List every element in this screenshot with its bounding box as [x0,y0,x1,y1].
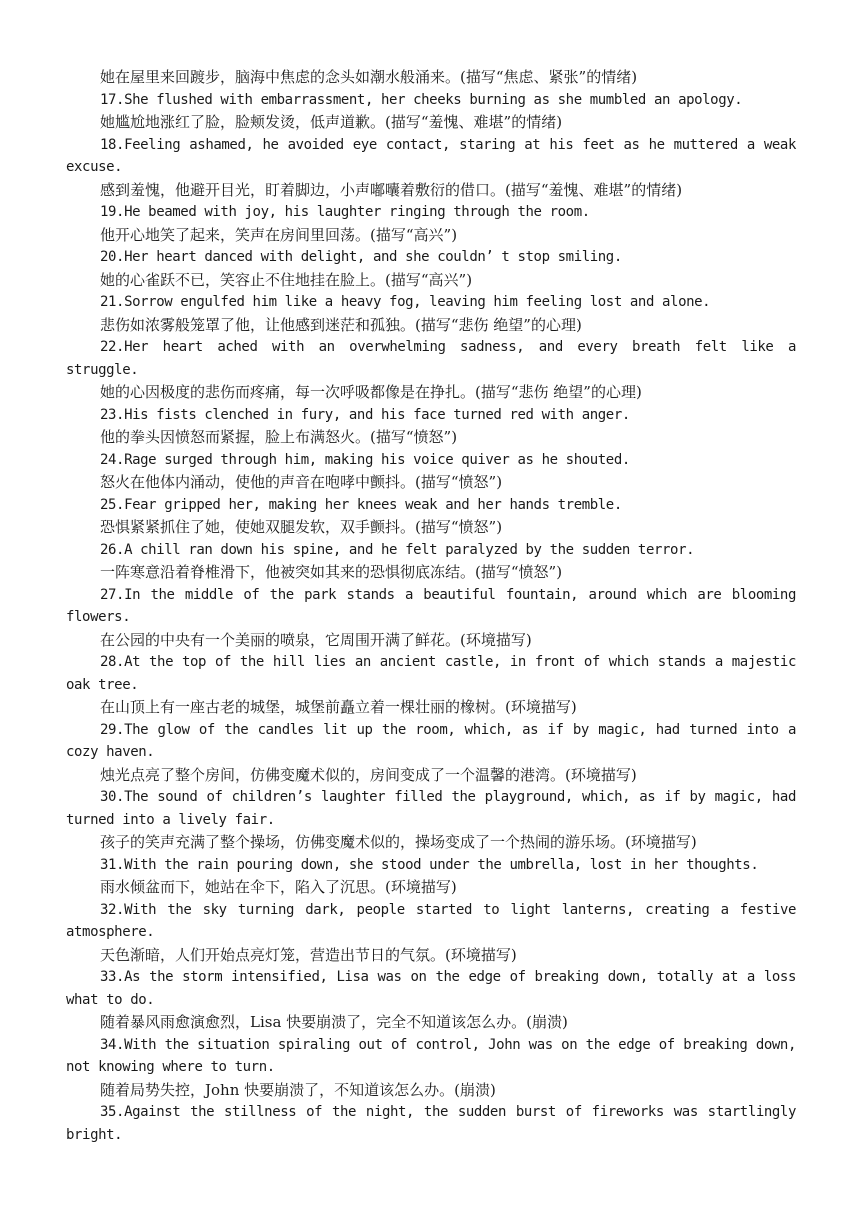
english-sentence: 32.With the sky turning dark, people started to light lanterns, creating a festive atmosphere. [66,901,796,940]
chinese-line: 雨水倾盆而下，她站在伞下，陷入了沉思。(环境描写) [100,878,457,896]
english-sentence: 17.She flushed with embarrassment, her cheeks burning as she mumbled an apology. [100,91,743,108]
english-sentence: 24.Rage surged through him, making his voice quiver as he shouted. [100,451,630,468]
english-sentence: 25.Fear gripped her, making her knees weak and her hands tremble. [100,496,622,513]
english-sentence: 30.The sound of children’s laughter filled the playground, which, as if by magic, had turned into a lively fair. [66,789,796,828]
chinese-line: 烛光点亮了整个房间，仿佛变魔术似的，房间变成了一个温馨的港湾。(环境描写) [100,765,637,784]
chinese-line: 她尴尬地涨红了脸，脸颊发烫，低声道歉。(描写“羞愧、难堪”的情绪) [100,113,563,131]
chinese-line: 天色渐暗，人们开始点亮灯笼，营造出节日的气氛。(环境描写) [100,945,517,964]
english-sentence: 34.With the situation spiraling out of control, John was on the edge of breaking down, not knowing where to turn. [66,1036,796,1075]
chinese-line: 她的心因极度的悲伤而疼痛，每一次呼吸都像是在挣扎。(描写“悲伤 绝望”的心理) [100,383,642,401]
chinese-line: 她在屋里来回踱步，脑海中焦虑的念头如潮水般涌来。(描写“焦虑、紧张”的情绪) [100,68,638,86]
chinese-line: 悲伤如浓雾般笼罩了他，让他感到迷茫和孤独。(描写“悲伤 绝望”的心理) [100,315,582,334]
chinese-line: 她的心雀跃不已，笑容止不住地挂在脸上。(描写“高兴”) [100,270,473,289]
chinese-line: 孩子的笑声充满了整个操场，仿佛变魔术似的，操场变成了一个热闹的游乐场。(环境描写) [100,833,697,851]
chinese-line: 一阵寒意沿着脊椎滑下，他被突如其来的恐惧彻底冻结。(描写“愤怒”) [100,563,563,581]
english-sentence: 35.Against the stillness of the night, the sudden burst of fireworks was startlingly bright. [66,1104,796,1143]
chinese-line: 在山顶上有一座古老的城堡，城堡前矗立着一棵壮丽的橡树。(环境描写) [100,698,577,716]
chinese-line: 随着局势失控，John 快要崩溃了，不知道该怎么办。(崩溃) [100,1080,496,1099]
english-sentence: 22.Her heart ached with an overwhelming sadness, and every breath felt like a struggle. [66,339,796,378]
english-sentence: 31.With the rain pouring down, she stood under the umbrella, lost in her thoughts. [100,856,759,873]
english-sentence: 29.The glow of the candles lit up the room, which, as if by magic, had turned into a cozy haven. [66,721,796,760]
english-sentence: 33.As the storm intensified, Lisa was on the edge of breaking down, totally at a loss what to do. [66,969,796,1008]
english-sentence: 28.At the top of the hill lies an ancient castle, in front of which stands a majestic oak tree. [66,654,796,693]
chinese-line: 恐惧紧紧抓住了她，使她双腿发软，双手颤抖。(描写“愤怒”) [100,518,503,536]
chinese-line: 在公园的中央有一个美丽的喷泉，它周围开满了鲜花。(环境描写) [100,630,532,649]
chinese-line: 怒火在他体内涌动，使他的声音在咆哮中颤抖。(描写“愤怒”) [100,473,503,491]
english-sentence: 21.Sorrow engulfed him like a heavy fog, leaving him feeling lost and alone. [100,294,711,310]
english-sentence: 26.A chill ran down his spine, and he felt paralyzed by the sudden terror. [100,541,695,558]
chinese-line: 他的拳头因愤怒而紧握，脸上布满怒火。(描写“愤怒”) [100,428,458,446]
english-sentence: 18.Feeling ashamed, he avoided eye contact, staring at his feet as he muttered a weak excuse. [66,136,796,175]
english-sentence: 20.Her heart danced with delight, and she couldn’ t stop smiling. [100,249,622,265]
chinese-line: 感到羞愧，他避开目光，盯着脚边，小声嘟囔着敷衍的借口。(描写“羞愧、难堪”的情绪) [100,180,683,199]
document-body [66,66,796,1146]
chinese-line: 随着暴风雨愈演愈烈，Lisa 快要崩溃了，完全不知道该怎么办。(崩溃) [100,1013,568,1031]
chinese-line: 他开心地笑了起来，笑声在房间里回荡。(描写“高兴”) [100,225,458,244]
english-sentence: 23.His fists clenched in fury, and his face turned red with anger. [100,406,630,423]
english-sentence: 19.He beamed with joy, his laughter ringing through the room. [100,204,590,220]
english-sentence: 27.In the middle of the park stands a beautiful fountain, around which are blooming flowers. [66,586,796,625]
